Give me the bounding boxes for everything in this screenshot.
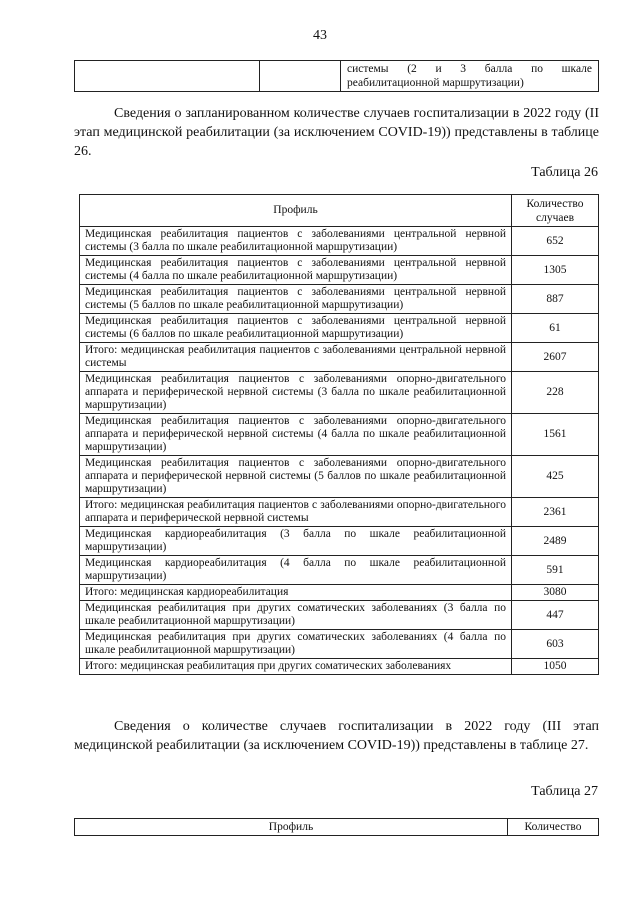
table-cell-text: системы (2 и 3 балла по шкале реабилитационной маршрутизации)	[341, 61, 599, 92]
table-row	[80, 527, 599, 556]
table-row	[75, 61, 599, 92]
row-count: 1050	[512, 659, 599, 675]
row-profile: Итого: медицинская реабилитация при других соматических заболеваниях	[80, 659, 512, 675]
table-row	[80, 585, 599, 601]
row-profile: Медицинская реабилитация пациентов с заболеваниями опорно-двигательного аппарата и периферической нервной системы (5 баллов по шкале реабилитационной маршрутизации)	[80, 456, 512, 498]
row-count: 228	[512, 372, 599, 414]
table27-label: Таблица 27	[531, 784, 598, 799]
row-count: 887	[512, 285, 599, 314]
continued-table	[74, 60, 599, 92]
row-count: 61	[512, 314, 599, 343]
table-26	[79, 194, 599, 675]
table26-label: Таблица 26	[531, 165, 598, 180]
table-27	[74, 818, 599, 836]
row-profile: Медицинская реабилитация при других соматических заболеваниях (3 балла по шкале реабилитационной маршрутизации)	[80, 601, 512, 630]
table-row	[80, 601, 599, 630]
row-count: 2489	[512, 527, 599, 556]
table-row	[80, 343, 599, 372]
row-count: 1561	[512, 414, 599, 456]
page-number: 43	[313, 28, 327, 43]
table-row	[80, 414, 599, 456]
row-count: 425	[512, 456, 599, 498]
row-count: 1305	[512, 256, 599, 285]
row-profile: Медицинская реабилитация пациентов с заболеваниями опорно-двигательного аппарата и периферической нервной системы (4 балла по шкале реабилитационной маршрутизации)	[80, 414, 512, 456]
row-count: 2361	[512, 498, 599, 527]
row-count: 2607	[512, 343, 599, 372]
row-profile: Медицинская реабилитация пациентов с заболеваниями центральной нервной системы (5 баллов по шкале реабилитационной маршрутизации)	[80, 285, 512, 314]
row-count: 591	[512, 556, 599, 585]
row-profile: Медицинская кардиореабилитация (3 балла по шкале реабилитационной маршрутизации)	[80, 527, 512, 556]
paragraph-table27-intro: Сведения о количестве случаев госпитализации в 2022 году (III этап медицинской реабилитации (за исключением COVID-19)) представлены в таблице 27.	[74, 719, 599, 753]
table-row	[80, 456, 599, 498]
table-header-row	[75, 819, 599, 836]
row-count: 3080	[512, 585, 599, 601]
table-cell-empty	[75, 61, 260, 92]
header-profile: Профиль	[80, 195, 512, 227]
row-count: 652	[512, 227, 599, 256]
row-profile: Медицинская реабилитация при других соматических заболеваниях (4 балла по шкале реабилитационной маршрутизации)	[80, 630, 512, 659]
row-profile: Медицинская реабилитация пациентов с заболеваниями центральной нервной системы (4 балла по шкале реабилитационной маршрутизации)	[80, 256, 512, 285]
table-row	[80, 227, 599, 256]
table-row	[80, 285, 599, 314]
header-count: Количество	[508, 819, 599, 836]
table-row	[80, 498, 599, 527]
table-row	[80, 314, 599, 343]
row-count: 603	[512, 630, 599, 659]
table-row	[80, 372, 599, 414]
table-row	[80, 256, 599, 285]
table-row	[80, 630, 599, 659]
row-profile: Медицинская реабилитация пациентов с заболеваниями центральной нервной системы (6 баллов по шкале реабилитационной маршрутизации)	[80, 314, 512, 343]
table-row	[80, 659, 599, 675]
header-profile: Профиль	[75, 819, 508, 836]
paragraph-table26-intro: Сведения о запланированном количестве случаев госпитализации в 2022 году (II этап медицинской реабилитации (за исключением COVID-19)) представлены в таблице 26.	[74, 106, 599, 159]
table-header-row	[80, 195, 599, 227]
row-profile: Итого: медицинская кардиореабилитация	[80, 585, 512, 601]
table-26-body	[80, 227, 599, 675]
row-profile: Медицинская реабилитация пациентов с заболеваниями опорно-двигательного аппарата и периферической нервной системы (3 балла по шкале реабилитационной маршрутизации)	[80, 372, 512, 414]
row-profile: Итого: медицинская реабилитация пациентов с заболеваниями центральной нервной системы	[80, 343, 512, 372]
row-profile: Итого: медицинская реабилитация пациентов с заболеваниями опорно-двигательного аппарата и периферической нервной системы	[80, 498, 512, 527]
header-count: Количество случаев	[512, 195, 599, 227]
row-profile: Медицинская реабилитация пациентов с заболеваниями центральной нервной системы (3 балла по шкале реабилитационной маршрутизации)	[80, 227, 512, 256]
table-row	[80, 556, 599, 585]
row-profile: Медицинская кардиореабилитация (4 балла по шкале реабилитационной маршрутизации)	[80, 556, 512, 585]
row-count: 447	[512, 601, 599, 630]
table-cell-empty	[260, 61, 341, 92]
